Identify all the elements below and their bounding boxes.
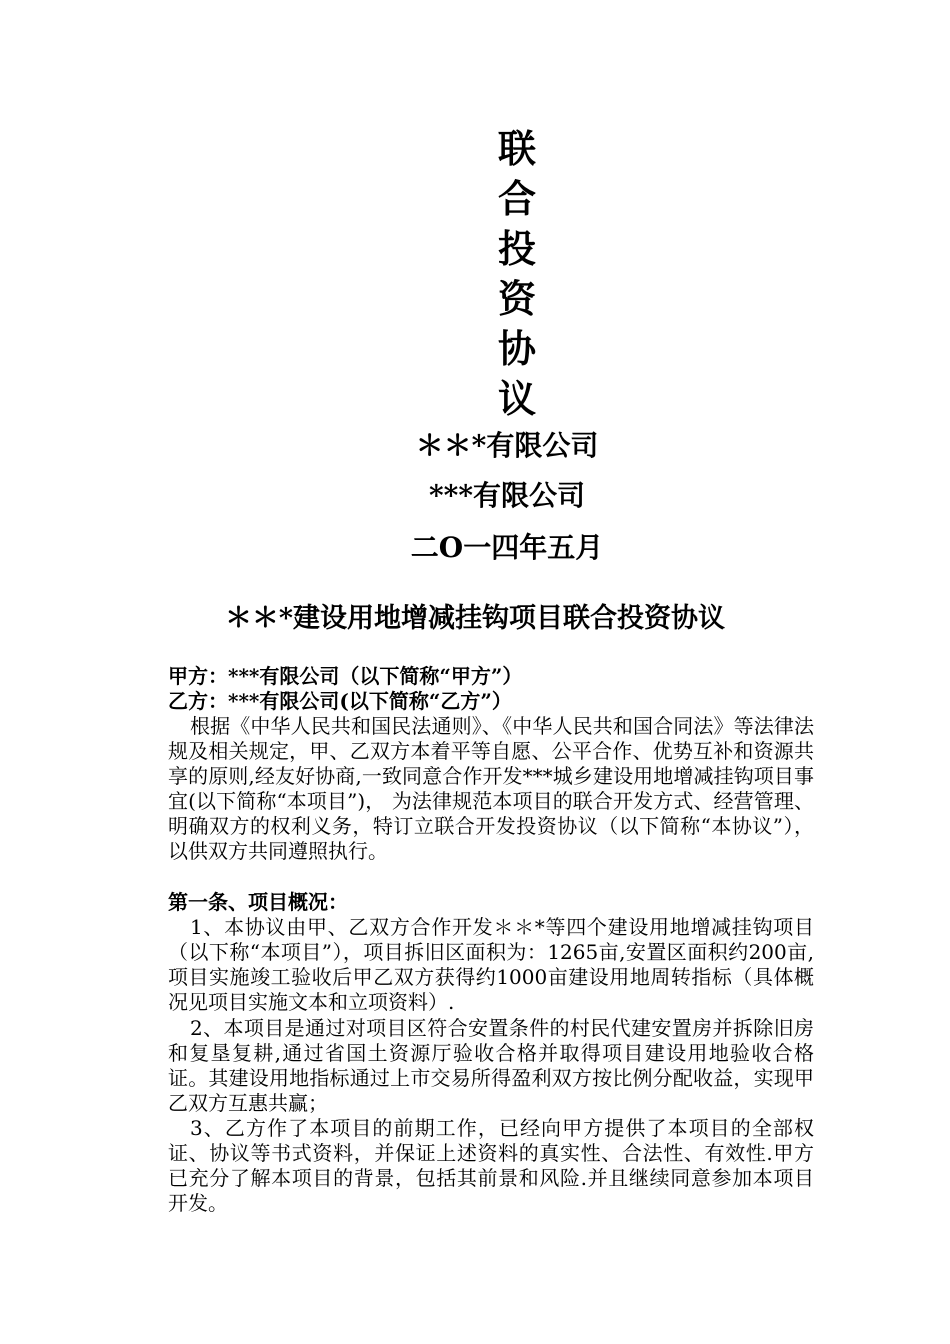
party-a: 甲方：***有限公司（以下简称“甲方”） [168,664,523,688]
party-b: 乙方：***有限公司(以下简称“乙方”） [168,689,512,713]
cover-title-char: 投 [497,226,536,271]
intro-paragraph: 根据《中华人民共和国民法通则》、《中华人民共和国合同法》等法律法规及相关规定，甲、乙双方本着平等自愿、公平合作、优势互补和资源共享的原则,经友好协商,一致同意合作开发***城乡建设用地增减挂钩项目事宜(以下简称“本项目”)， 为法律规范本项目的联合开发方式、经营管理、明确双方的权利义务，特订立联合开发投资协议（以下简称“本协议”），以供双方共同遵照执行。 [168,714,814,863]
cover-title [0,124,950,424]
section-1-heading: 第一条、项目概况： [168,890,348,914]
cover-company-1: ＊＊*有限公司 [415,429,599,462]
cover-title-char: 资 [497,276,536,321]
cover-date: 二O一四年五月 [410,531,604,564]
cover-company-2: ***有限公司 [429,479,585,512]
section-1-item-3: 3、乙方作了本项目的前期工作，已经向甲方提供了本项目的全部权证、协议等书式资料，并保证上述资料的真实性、合法性、有效性.甲方已充分了解本项目的背景，包括其前景和风险.并且继续同意参加本项目开发。 [168,1116,814,1215]
section-1-item-2: 2、本项目是通过对项目区符合安置条件的村民代建安置房并拆除旧房和复垦复耕,通过省国土资源厅验收合格并取得项目建设用地验收合格证。其建设用地指标通过上市交易所得盈利双方按比例分配收益，实现甲乙双方互惠共赢； [168,1016,814,1115]
cover-title-char: 协 [497,326,536,371]
agreement-title: ＊＊*建设用地增减挂钩项目联合投资协议 [224,603,726,634]
cover-title-char: 合 [497,176,536,221]
cover-title-char: 议 [497,376,536,421]
section-1-item-1: 1、本协议由甲、乙双方合作开发＊＊*等四个建设用地增减挂钩项目（以下称“本项目”），项目拆旧区面积为：1265亩,安置区面积约200亩,项目实施竣工验收后甲乙双方获得约1000亩建设用地周转指标（具体概况见项目实施文本和立项资料）. [168,915,814,1014]
cover-title-char: 联 [497,126,536,171]
